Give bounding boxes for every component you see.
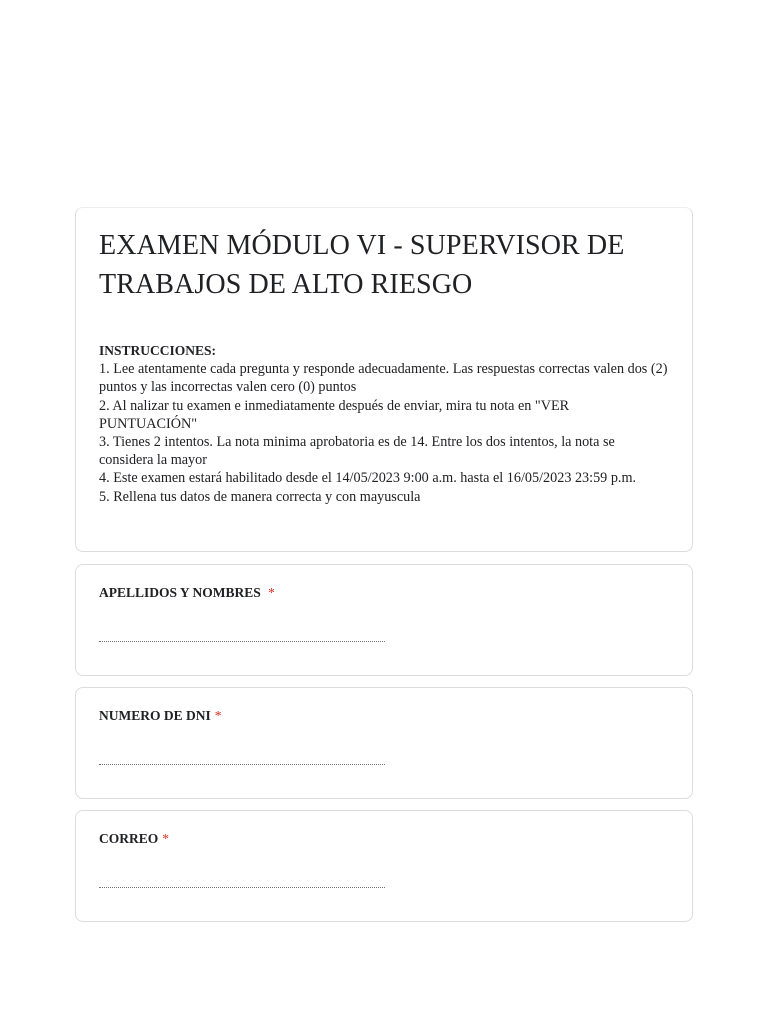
required-asterisk: * [214,708,222,723]
question-label-text: APELLIDOS Y NOMBRES [99,585,265,600]
instruction-item: 4. Este examen estará habilitado desde el 14/05/2023 9:00 a.m. hasta el 16/05/2023 23:59 p.m. [99,470,637,487]
form-header-card [75,207,693,552]
instruction-item: 5. Rellena tus datos de manera correcta y con mayuscula [99,488,421,505]
instruction-item: 1. Lee atentamente cada pregunta y responde adecuadamente. Las respuestas correctas valen dos (2) puntos y las incorrectas valen cero (0) puntos [99,361,668,396]
instruction-item: 3. Tienes 2 intentos. La nota minima aprobatoria es de 14. Entre los dos intentos, la nota se considera la mayor [99,434,615,469]
question-label-text: NUMERO DE DNI [99,708,211,723]
instructions-block [99,342,669,506]
question-card-dni [75,687,693,799]
correo-input[interactable] [99,873,385,888]
question-card-nombres [75,564,693,676]
question-label-correo [99,831,169,847]
question-label-nombres [99,585,275,601]
form-title: EXAMEN MÓDULO VI - SUPERVISOR DE TRABAJOS DE ALTO RIESGO [99,230,625,300]
question-label-dni [99,708,222,724]
instruction-item: 2. Al nalizar tu examen e inmediatamente después de enviar, mira tu nota en "VER PUNTUACIÓN" [99,397,570,432]
required-asterisk: * [162,831,170,846]
nombres-input[interactable] [99,627,385,642]
instructions-heading: INSTRUCCIONES: [99,343,217,358]
question-label-text: CORREO [99,831,159,846]
question-card-correo [75,810,693,922]
required-asterisk: * [268,585,275,600]
dni-input[interactable] [99,750,385,765]
